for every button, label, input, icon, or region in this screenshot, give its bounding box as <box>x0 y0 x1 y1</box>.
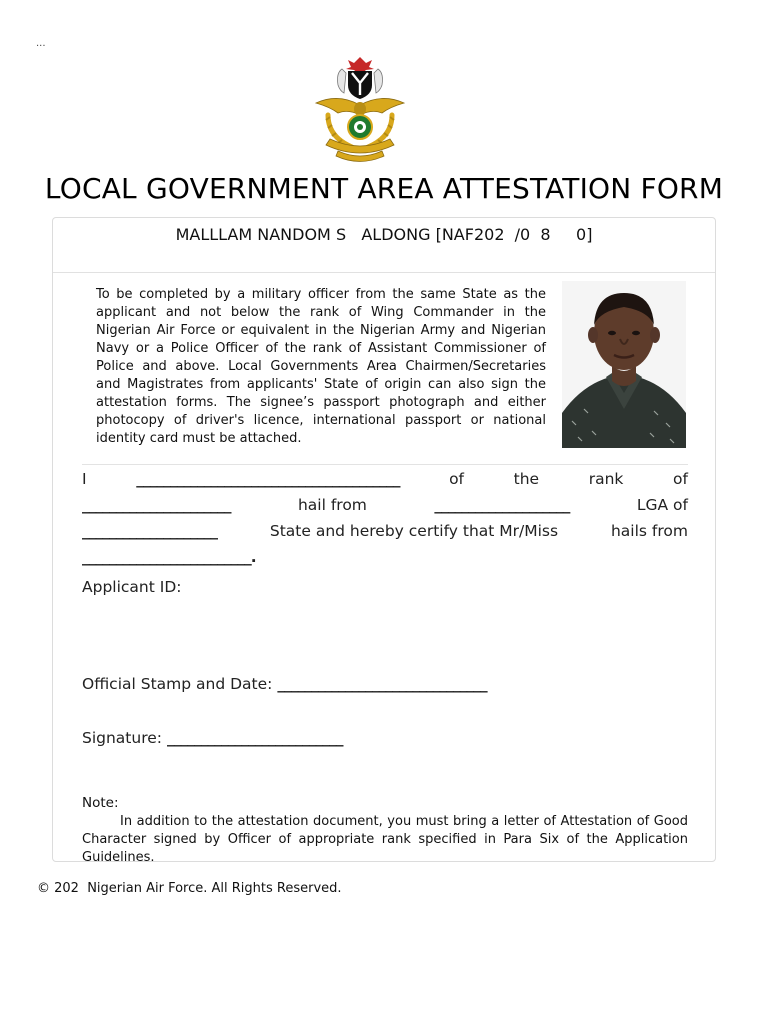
official-stamp-row <box>82 675 487 693</box>
origin-blank: _________________________. <box>82 548 256 566</box>
declaration-text: of <box>449 470 465 488</box>
applicant-header <box>53 225 715 244</box>
applicant-name: MALLLAM NANDOM S ALDONG <box>175 225 431 244</box>
applicant-id-label: Applicant ID: <box>82 578 182 596</box>
declaration-text: hail from <box>297 496 367 514</box>
note-label: Note: <box>82 795 119 811</box>
page-title: LOCAL GOVERNMENT AREA ATTESTATION FORM <box>44 172 724 205</box>
corner-mark: ... <box>36 38 46 49</box>
declaration-line-2 <box>82 496 688 522</box>
declaration-text: rank <box>588 470 624 488</box>
stamp-blank: _______________________________ <box>277 675 487 693</box>
stamp-label: Official Stamp and Date: <box>82 675 273 693</box>
signature-label: Signature: <box>82 729 162 747</box>
declaration-text: LGA of <box>636 496 688 514</box>
signature-blank: __________________________ <box>166 729 343 747</box>
declaration-text: hails from <box>610 522 688 540</box>
declaration-line-3 <box>82 522 688 548</box>
declaration-block <box>82 470 688 574</box>
applicant-ref: [NAF202 /0 8 0] <box>435 225 593 244</box>
declaration-text: State and hereby certify that Mr/Miss <box>269 522 559 540</box>
nigerian-air-force-crest-icon <box>312 55 408 163</box>
declaration-text: I <box>82 470 87 488</box>
note-text: In addition to the attestation document, you must bring a letter of Attestation of Good Character signed by Officer of appropriate rank specified in Para Six of the Application Guidelines. <box>82 814 688 865</box>
lga-blank: ____________________ <box>434 496 570 514</box>
officer-name-blank: _______________________________________ <box>136 470 400 488</box>
rank-blank: ______________________ <box>82 496 231 514</box>
card-divider <box>53 272 715 273</box>
declaration-line-1 <box>82 470 688 496</box>
copyright-footer: © 202 Nigerian Air Force. All Rights Reserved. <box>37 881 342 896</box>
declaration-line-4 <box>82 548 688 574</box>
instructions-paragraph: To be completed by a military officer from the same State as the applicant and not below the rank of Wing Commander in the Nigerian Air Force or equivalent in the Nigerian Army and Nigerian Navy or a Police Officer of the rank of Assistant Commissioner of Police and above. Local Governments Area Chairmen/Secretaries and Magistrates from applicants' State of origin can also sign the attestation forms. The signee’s passport photograph and either photocopy of driver's licence, international passport or national identity card must be attached. <box>96 287 546 446</box>
passport-photo <box>562 281 686 448</box>
section-divider <box>82 464 688 465</box>
declaration-text: the <box>513 470 540 488</box>
signature-row <box>82 729 342 747</box>
declaration-text: of <box>673 470 688 488</box>
state-blank: ____________________ <box>82 522 217 540</box>
